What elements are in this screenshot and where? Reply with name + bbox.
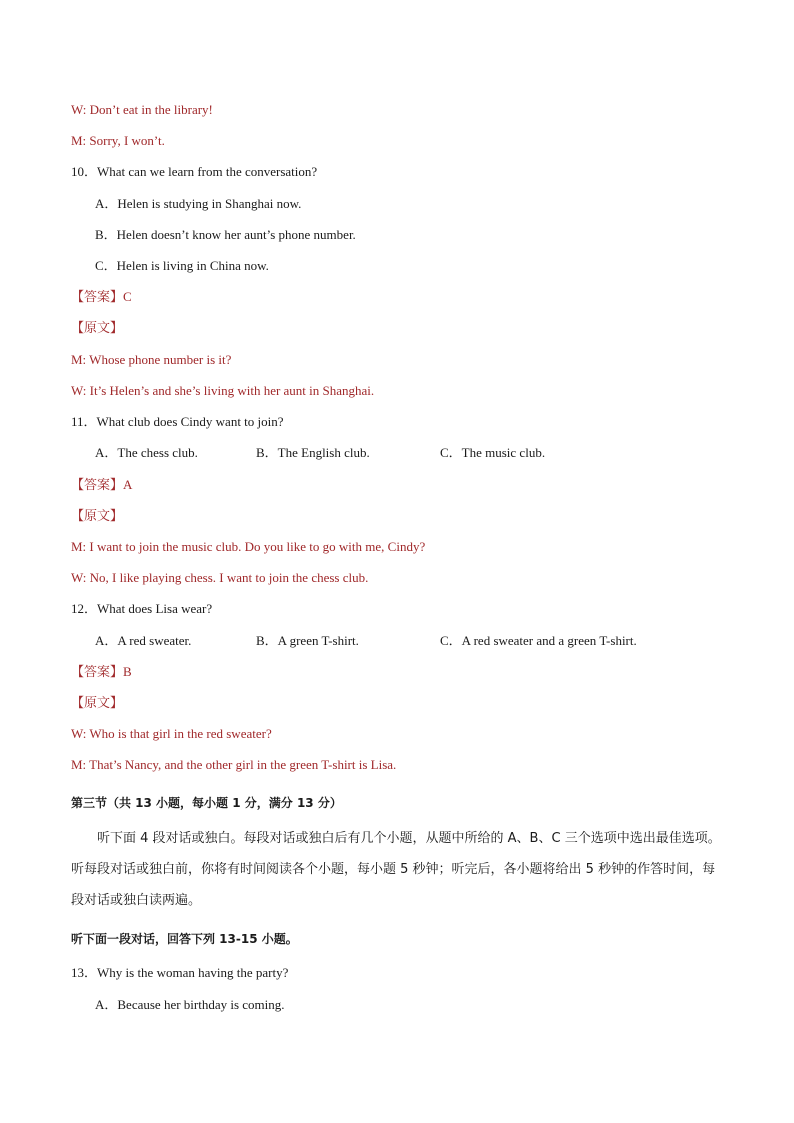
option-10-a: A．Helen is studying in Shanghai now. xyxy=(95,196,302,211)
option-11-a: A．The chess club. xyxy=(95,445,198,460)
transcript-line: M: Sorry, I won’t. xyxy=(71,133,165,148)
instructions-paragraph: 听下面 4 段对话或独白。每段对话或独白后有几个小题，从题中所给的 A、B、C 三个选项中选出最佳选项。听每段对话或独白前，你将有时间阅读各个小题，每小题 5 秒钟；听完后，各小题将给出 5 秒钟的作答时间，每段对话或独白读两遍。 xyxy=(71,831,721,908)
option-13-a: A．Because her birthday is coming. xyxy=(95,997,285,1012)
option-10-b: B．Helen doesn’t know her aunt’s phone number. xyxy=(95,227,356,242)
option-11-b: B．The English club. xyxy=(256,445,370,460)
transcript-line: W: No, I like playing chess. I want to join the chess club. xyxy=(71,570,369,585)
original-text-label-11: 【原文】 xyxy=(71,508,124,523)
transcript-line: M: Whose phone number is it? xyxy=(71,352,232,367)
transcript-line: M: I want to join the music club. Do you like to go with me, Cindy? xyxy=(71,539,426,554)
section-heading: 第三节（共 13 小题，每小题 1 分，满分 13 分） xyxy=(71,796,342,810)
answer-10: 【答案】C xyxy=(71,289,132,304)
option-10-c: C．Helen is living in China now. xyxy=(95,258,269,273)
transcript-line: W: It’s Helen’s and she’s living with her aunt in Shanghai. xyxy=(71,383,375,398)
transcript-line: W: Who is that girl in the red sweater? xyxy=(71,726,272,741)
transcript-line: W: Don’t eat in the library! xyxy=(71,102,213,117)
question-10: 10．What can we learn from the conversation? xyxy=(71,164,318,179)
option-12-b: B．A green T-shirt. xyxy=(256,633,359,648)
original-text-label-12: 【原文】 xyxy=(71,695,124,710)
answer-11: 【答案】A xyxy=(71,477,133,492)
option-12-c: C．A red sweater and a green T-shirt. xyxy=(440,633,637,648)
question-11: 11．What club does Cindy want to join? xyxy=(71,414,284,429)
option-12-a: A．A red sweater. xyxy=(95,633,192,648)
answer-12: 【答案】B xyxy=(71,664,132,679)
transcript-line: M: That’s Nancy, and the other girl in the green T-shirt is Lisa. xyxy=(71,757,397,772)
question-13: 13．Why is the woman having the party? xyxy=(71,965,289,980)
original-text-label-10: 【原文】 xyxy=(71,320,124,335)
question-12: 12．What does Lisa wear? xyxy=(71,601,213,616)
option-11-c: C．The music club. xyxy=(440,445,546,460)
subsection-heading: 听下面一段对话，回答下列 13-15 小题。 xyxy=(71,932,298,946)
